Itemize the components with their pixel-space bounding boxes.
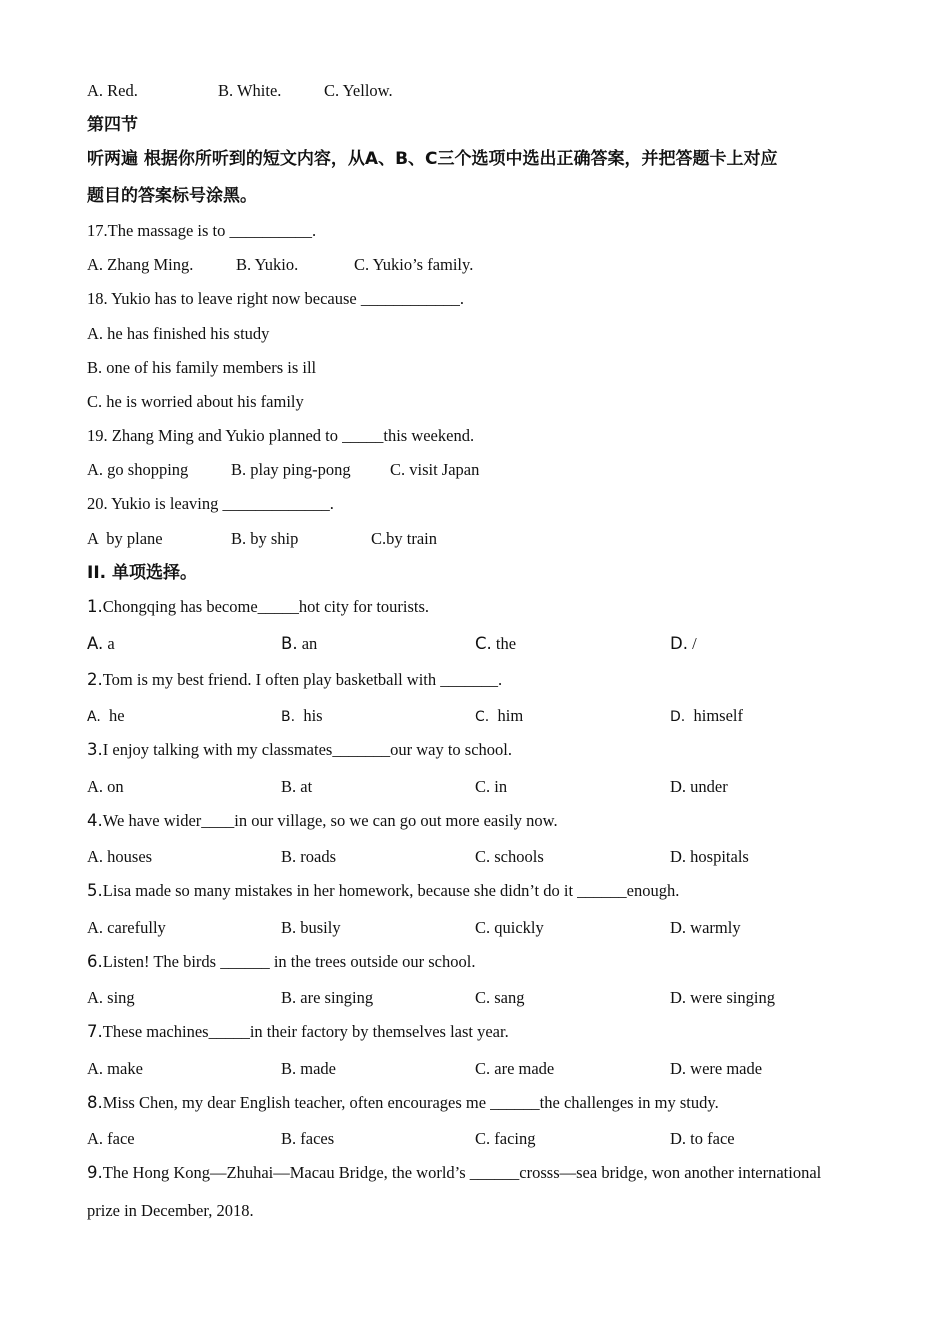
- part2-title: II. 单项选择。: [87, 563, 198, 583]
- question-number: 9.: [87, 1163, 103, 1182]
- q2-option-b: [281, 706, 323, 727]
- q5-option-b: B. busily: [281, 918, 341, 937]
- q7-option-c: C. are made: [475, 1059, 555, 1078]
- q19-option-c: C. visit Japan: [390, 460, 480, 479]
- q1-option-a: [87, 634, 115, 654]
- option-letter: B.: [281, 634, 298, 653]
- section4-instruction-line2: 题目的答案标号涂黑。: [87, 186, 257, 206]
- question-19: 19. Zhang Ming and Yukio planned to _____this weekend.: [87, 426, 475, 445]
- q17-option-b: B. Yukio.: [236, 255, 299, 274]
- option-text: a: [103, 634, 115, 653]
- question-number: 1.: [87, 597, 103, 616]
- q7-option-a: A. make: [87, 1059, 143, 1078]
- q18-option-a: A. he has finished his study: [87, 324, 270, 343]
- q8-option-d: D. to face: [670, 1129, 735, 1148]
- q7-option-b: B. made: [281, 1059, 336, 1078]
- question-number: 4.: [87, 811, 103, 830]
- choice-question-4: [87, 811, 558, 831]
- question-text: We have wider____in our village, so we can go out more easily now.: [102, 811, 558, 830]
- q3-option-b: B. at: [281, 777, 313, 796]
- option-text: him: [489, 706, 524, 725]
- q17-option-c: C. Yukio’s family.: [354, 255, 474, 274]
- option-text: an: [297, 634, 318, 653]
- prev-option-a: A. Red.: [87, 81, 138, 100]
- option-letter: A.: [87, 709, 101, 725]
- option-text: himself: [685, 706, 743, 725]
- q6-option-a: A. sing: [87, 988, 135, 1007]
- q19-option-b: B. play ping-pong: [231, 460, 351, 479]
- choice-question-9: [87, 1163, 821, 1183]
- choice-question-2: [87, 670, 502, 690]
- choice-question-8: [87, 1093, 719, 1113]
- prev-option-b: B. White.: [218, 81, 282, 100]
- option-letter: C.: [475, 709, 490, 725]
- question-text: These machines_____in their factory by themselves last year.: [102, 1022, 509, 1041]
- q8-option-a: A. face: [87, 1129, 135, 1148]
- section4-instruction-line1: 听两遍 根据你所听到的短文内容，从A、B、C三个选项中选出正确答案，并把答题卡上对应: [87, 149, 778, 169]
- q6-option-b: B. are singing: [281, 988, 374, 1007]
- question-number: 8.: [87, 1093, 103, 1112]
- q8-option-b: B. faces: [281, 1129, 335, 1148]
- option-text: /: [687, 634, 697, 653]
- option-letter: D.: [670, 634, 688, 653]
- q20-option-a: A by plane: [87, 529, 163, 548]
- question-20: 20. Yukio is leaving _____________.: [87, 494, 334, 513]
- q8-option-c: C. facing: [475, 1129, 536, 1148]
- q7-option-d: D. were made: [670, 1059, 763, 1078]
- question-number: 5.: [87, 881, 103, 900]
- question-text: Chongqing has become_____hot city for tourists.: [102, 597, 430, 616]
- prev-option-c: C. Yellow.: [324, 81, 393, 100]
- q18-option-c: C. he is worried about his family: [87, 392, 304, 411]
- section4-title: 第四节: [87, 115, 138, 135]
- question-number: 7.: [87, 1022, 103, 1041]
- question-text: Miss Chen, my dear English teacher, often encourages me ______the challenges in my study.: [102, 1093, 719, 1112]
- choice-question-1: [87, 597, 429, 617]
- q1-option-d: [670, 634, 697, 654]
- q3-option-c: C. in: [475, 777, 508, 796]
- q4-option-c: C. schools: [475, 847, 544, 866]
- option-text: his: [295, 706, 323, 725]
- choice-question-5: [87, 881, 679, 901]
- question-number: 2.: [87, 670, 103, 689]
- option-letter: B.: [281, 709, 296, 725]
- q1-option-c: [475, 634, 516, 654]
- q19-option-a: A. go shopping: [87, 460, 189, 479]
- q2-option-d: [670, 706, 743, 727]
- option-letter: C.: [475, 634, 492, 653]
- question-text: Lisa made so many mistakes in her homework, because she didn’t do it ______enough.: [102, 881, 680, 900]
- question-17: 17.The massage is to __________.: [87, 221, 317, 240]
- q17-option-a: A. Zhang Ming.: [87, 255, 194, 274]
- option-text: he: [100, 706, 125, 725]
- q4-option-d: D. hospitals: [670, 847, 749, 866]
- choice-question-7: [87, 1022, 509, 1042]
- question-18: 18. Yukio has to leave right now because ____________.: [87, 289, 464, 308]
- question-text: Listen! The birds ______ in the trees outside our school.: [102, 952, 476, 971]
- question-text: Tom is my best friend. I often play basketball with _______.: [102, 670, 503, 689]
- choice-question-6: [87, 952, 475, 972]
- question-number: 6.: [87, 952, 103, 971]
- q18-option-b: B. one of his family members is ill: [87, 358, 317, 377]
- option-letter: D.: [670, 709, 686, 725]
- q3-option-a: A. on: [87, 777, 124, 796]
- q5-option-c: C. quickly: [475, 918, 544, 937]
- q6-option-c: C. sang: [475, 988, 525, 1007]
- choice-question-9-continued: prize in December, 2018.: [87, 1201, 254, 1220]
- q5-option-a: A. carefully: [87, 918, 166, 937]
- option-text: the: [491, 634, 517, 653]
- q20-option-c: C.by train: [371, 529, 437, 548]
- q2-option-a: [87, 706, 125, 727]
- question-text: I enjoy talking with my classmates_______our way to school.: [102, 740, 512, 759]
- q1-option-b: [281, 634, 317, 654]
- q4-option-a: A. houses: [87, 847, 153, 866]
- question-number: 3.: [87, 740, 103, 759]
- question-text: The Hong Kong—Zhuhai—Macau Bridge, the world’s ______crosss—sea bridge, won another international: [102, 1163, 822, 1182]
- q2-option-c: [475, 706, 523, 727]
- q5-option-d: D. warmly: [670, 918, 741, 937]
- q6-option-d: D. were singing: [670, 988, 775, 1007]
- q3-option-d: D. under: [670, 777, 728, 796]
- q20-option-b: B. by ship: [231, 529, 299, 548]
- option-letter: A.: [87, 634, 104, 653]
- q4-option-b: B. roads: [281, 847, 336, 866]
- choice-question-3: [87, 740, 512, 760]
